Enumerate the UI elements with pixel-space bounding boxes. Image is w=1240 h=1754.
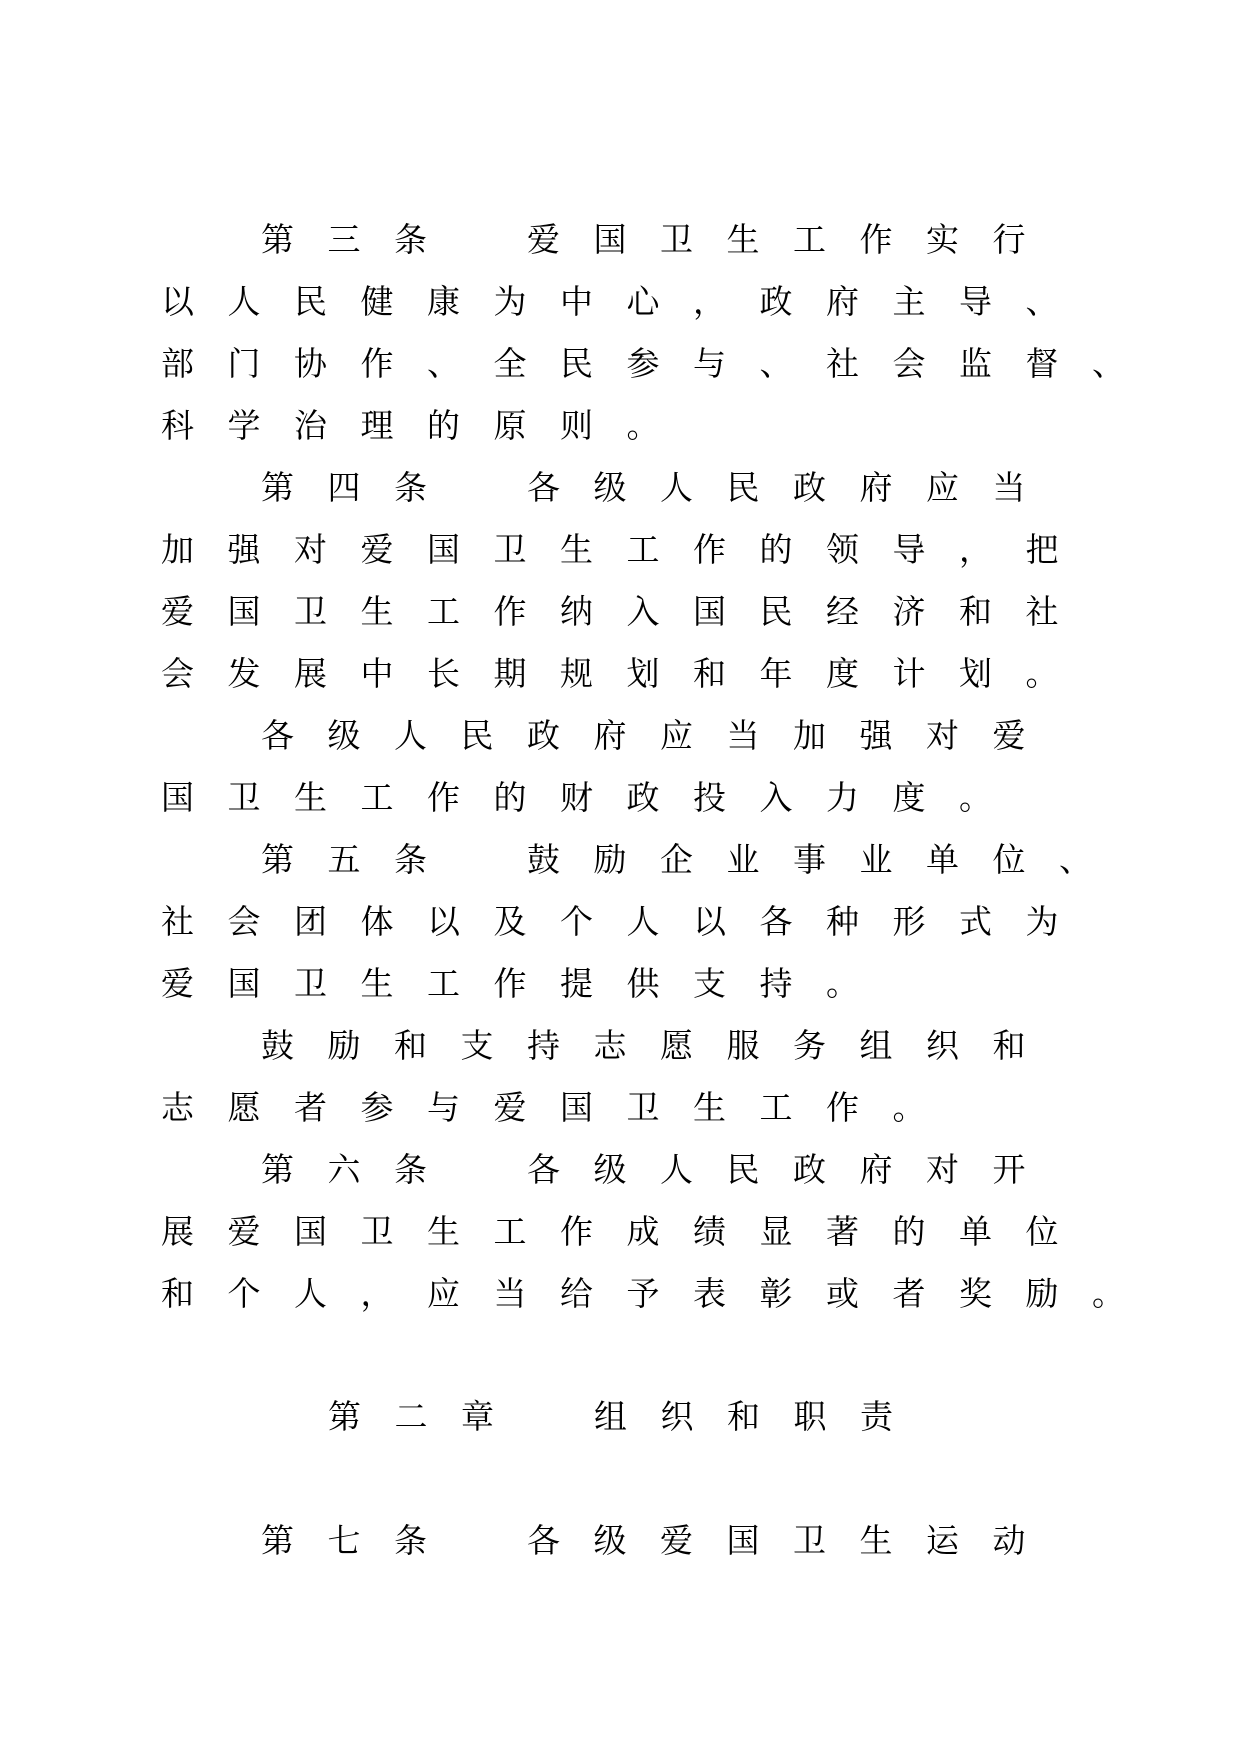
article-6-line-3: 和个人，应当给予表彰或者奖励。 — [161, 1274, 1159, 1313]
article-6-line-1: 第六条 各级人民政府对开 — [261, 1150, 1059, 1189]
article-4-line-3: 爱国卫生工作纳入国民经济和社 — [161, 592, 1092, 631]
article-4-para2-line-1: 各级人民政府应当加强对爱 — [261, 716, 1059, 755]
article-5-line-2: 社会团体以及个人以各种形式为 — [161, 902, 1092, 941]
article-4-line-1: 第四条 各级人民政府应当 — [261, 468, 1059, 507]
article-3-line-4: 科学治理的原则。 — [161, 406, 693, 445]
article-5-para2-line-2: 志愿者参与爱国卫生工作。 — [161, 1088, 959, 1127]
article-4-line-2: 加强对爱国卫生工作的领导，把 — [161, 530, 1092, 569]
article-4-para2-line-2: 国卫生工作的财政投入力度。 — [161, 778, 1026, 817]
article-4-line-4: 会发展中长期规划和年度计划。 — [161, 654, 1092, 693]
article-5-line-1: 第五条 鼓励企业事业单位、 — [261, 840, 1126, 879]
article-3-line-2: 以人民健康为中心，政府主导、 — [161, 282, 1092, 321]
article-5-para2-line-1: 鼓励和支持志愿服务组织和 — [261, 1026, 1059, 1065]
article-3-line-1: 第三条 爱国卫生工作实行 — [261, 220, 1059, 259]
chapter-heading: 第二章 组织和职责 — [328, 1397, 927, 1436]
article-7-line-1: 第七条 各级爱国卫生运动 — [261, 1521, 1059, 1560]
article-6-line-2: 展爱国卫生工作成绩显著的单位 — [161, 1212, 1092, 1251]
article-3-line-3: 部门协作、全民参与、社会监督、 — [161, 344, 1159, 383]
article-5-line-3: 爱国卫生工作提供支持。 — [161, 964, 893, 1003]
